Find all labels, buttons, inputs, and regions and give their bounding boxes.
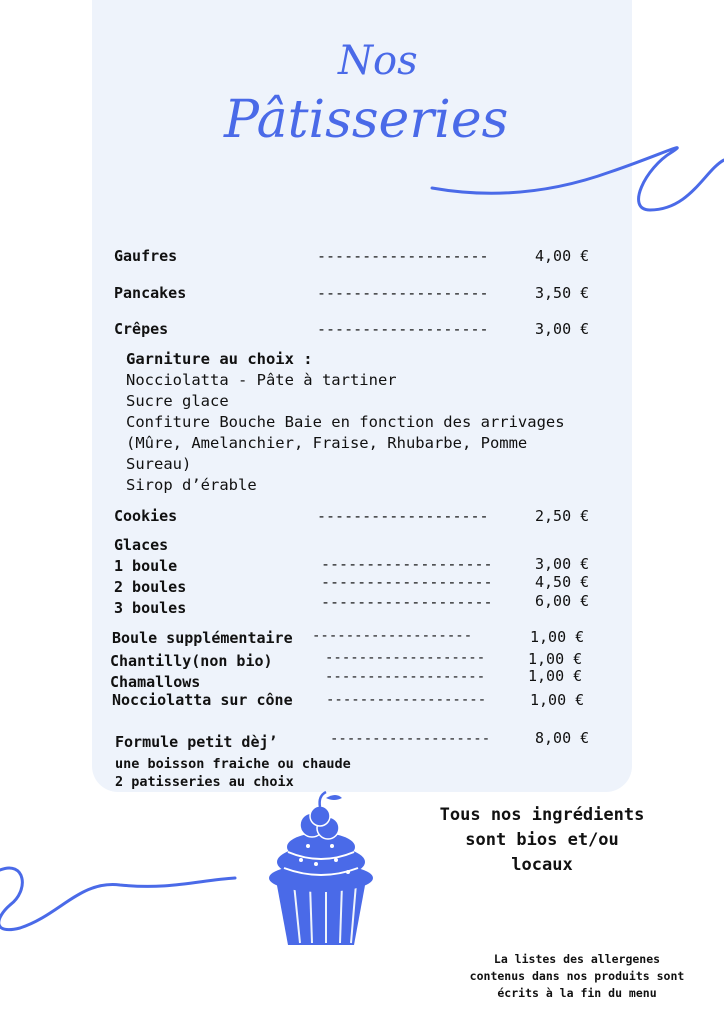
dash-leader: ------------------- bbox=[325, 669, 486, 685]
dash-leader: ------------------- bbox=[321, 573, 493, 591]
allergen-note bbox=[440, 951, 714, 1002]
allergen-note-line: contenus dans nos produits sont bbox=[469, 969, 685, 983]
bio-ingredients-note bbox=[400, 803, 684, 878]
garniture-line: Confiture Bouche Baie en fonction des arrivages bbox=[126, 413, 565, 431]
item-price: 2,50 € bbox=[535, 507, 590, 525]
dash-leader: ------------------- bbox=[321, 593, 493, 611]
dash-leader: ------------------- bbox=[317, 320, 489, 338]
item-label: Crêpes bbox=[114, 320, 169, 338]
glace-option-price: 6,00 € bbox=[535, 592, 590, 610]
extra-price: 1,00 € bbox=[530, 691, 585, 709]
garniture-line: Nocciolatta - Pâte à tartiner bbox=[126, 371, 397, 389]
title-line-2: Pâtisseries bbox=[224, 90, 509, 150]
glace-option-label: 3 boules bbox=[114, 599, 187, 617]
dash-leader: ------------------- bbox=[326, 692, 487, 708]
item-label: Pancakes bbox=[114, 284, 187, 302]
extra-price: 1,00 € bbox=[528, 650, 583, 668]
garniture-line: Sureau) bbox=[126, 455, 192, 473]
glace-option-label: 1 boule bbox=[114, 557, 178, 575]
allergen-note-line: écrits à la fin du menu bbox=[497, 986, 657, 1000]
cupcake-illustration bbox=[256, 790, 386, 950]
dash-leader: ------------------- bbox=[325, 650, 486, 666]
title-line-1: Nos bbox=[338, 38, 418, 84]
item-price: 3,50 € bbox=[535, 284, 590, 302]
bio-note-line: Tous nos ingrédients bbox=[439, 805, 645, 825]
squiggle-bottom-left bbox=[0, 868, 235, 930]
extra-price: 1,00 € bbox=[530, 628, 585, 646]
dash-leader: ------------------- bbox=[317, 247, 489, 265]
garniture-line: Sirop d’érable bbox=[126, 476, 257, 494]
garniture-block bbox=[126, 349, 565, 496]
bio-note-line: locaux bbox=[511, 855, 573, 875]
dash-leader: ------------------- bbox=[321, 555, 493, 573]
garniture-line: Sucre glace bbox=[126, 392, 229, 410]
formule-line: 2 patisseries au choix bbox=[115, 774, 294, 790]
formule-label: Formule petit dèj’ bbox=[115, 733, 278, 751]
formule-line: une boisson fraiche ou chaude bbox=[115, 756, 351, 772]
extra-label: Chantilly(non bio) bbox=[110, 652, 273, 670]
extra-label: Nocciolatta sur cône bbox=[112, 691, 293, 709]
item-price: 4,00 € bbox=[535, 247, 590, 265]
glaces-heading: Glaces bbox=[114, 536, 169, 554]
dash-leader: ------------------- bbox=[330, 731, 491, 747]
dash-leader: ------------------- bbox=[317, 507, 489, 525]
bio-note-line: sont bios et/ou bbox=[465, 830, 619, 850]
glace-option-price: 3,00 € bbox=[535, 555, 590, 573]
dash-leader: ------------------- bbox=[317, 284, 489, 302]
extra-label: Chamallows bbox=[110, 673, 201, 691]
allergen-note-line: La listes des allergenes bbox=[493, 952, 661, 966]
item-label: Cookies bbox=[114, 507, 178, 525]
item-label: Gaufres bbox=[114, 247, 178, 265]
garniture-heading: Garniture au choix : bbox=[126, 350, 313, 368]
squiggle-top-right bbox=[432, 148, 724, 210]
extra-label: Boule supplémentaire bbox=[112, 629, 293, 647]
formule-price: 8,00 € bbox=[535, 729, 590, 747]
formule-details bbox=[115, 755, 351, 791]
glace-option-price: 4,50 € bbox=[535, 573, 590, 591]
item-price: 3,00 € bbox=[535, 320, 590, 338]
garniture-line: (Mûre, Amelanchier, Fraise, Rhubarbe, Pomme bbox=[126, 434, 528, 452]
extra-price: 1,00 € bbox=[528, 667, 583, 685]
glace-option-label: 2 boules bbox=[114, 578, 187, 596]
dash-leader: ------------------- bbox=[312, 628, 473, 644]
